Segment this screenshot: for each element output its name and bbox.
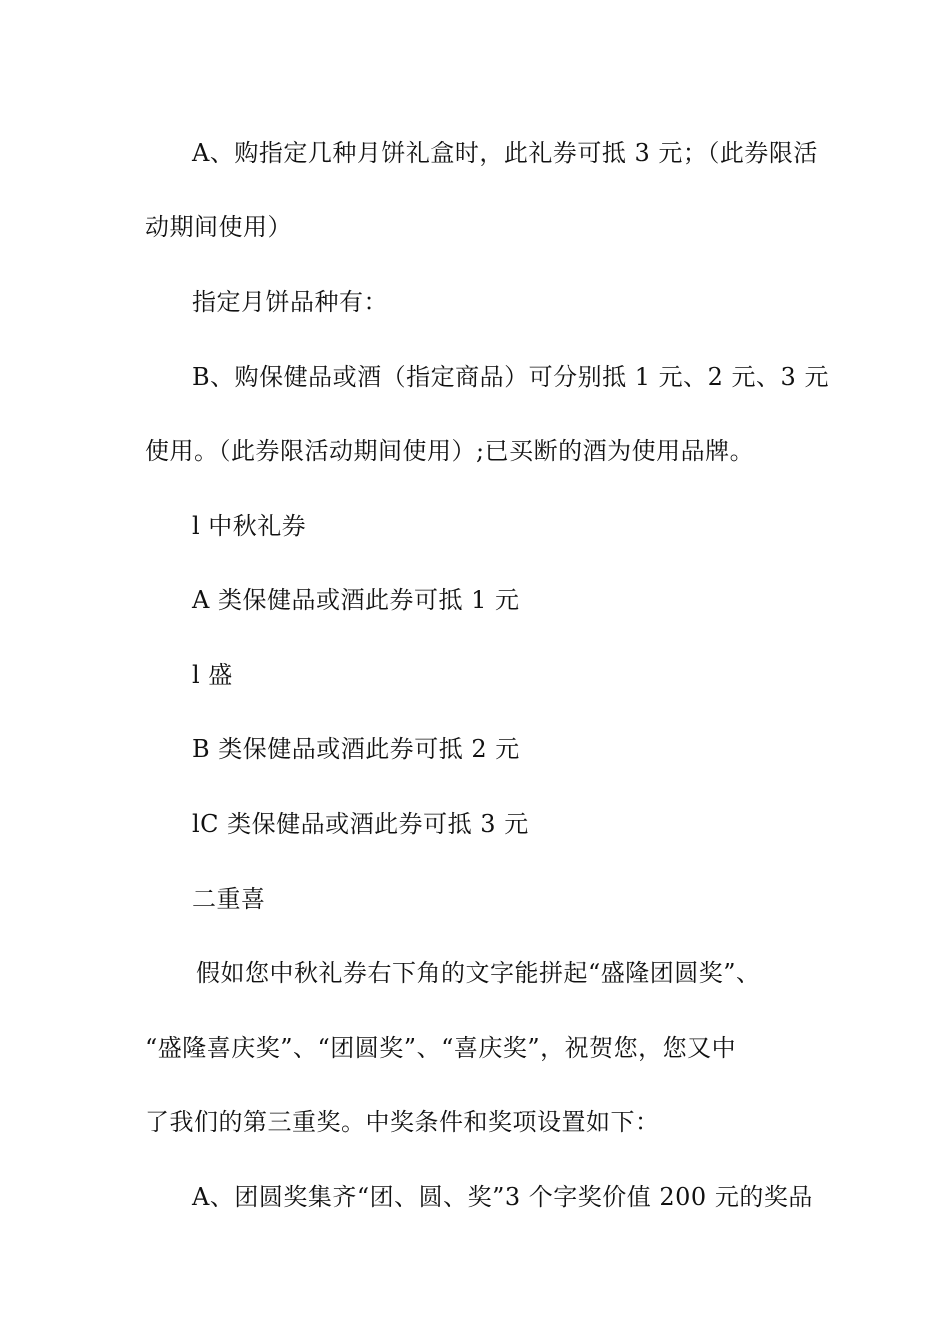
list-item-line: lC 类保健品或酒此券可抵 3 元 [192, 810, 529, 838]
paragraph-line: 使用。（此券限活动期间使用）;已买断的酒为使用品牌。 [145, 437, 755, 465]
paragraph-line: 指定月饼品种有： [192, 288, 388, 316]
paragraph-line: 动期间使用） [145, 213, 292, 241]
list-item-line: l 盛 [192, 661, 233, 689]
paragraph-line: 假如您中秋礼券右下角的文字能拼起“盛隆团圆奖”、 [196, 959, 761, 987]
list-item-line: l 中秋礼券 [192, 512, 307, 540]
paragraph-line: A、团圆奖集齐“团、圆、奖”3 个字奖价值 200 元的奖品 [192, 1183, 813, 1211]
list-item-line: A 类保健品或酒此券可抵 1 元 [192, 586, 520, 614]
paragraph-line: A、购指定几种月饼礼盒时，此礼券可抵 3 元；（此券限活 [192, 139, 818, 167]
paragraph-line: B、购保健品或酒（指定商品）可分别抵 1 元、2 元、3 元 [192, 363, 829, 391]
paragraph-line: “盛隆喜庆奖”、“团圆奖”、“喜庆奖”，祝贺您，您又中 [145, 1034, 737, 1062]
section-heading: 二重喜 [192, 885, 266, 913]
list-item-line: B 类保健品或酒此券可抵 2 元 [192, 735, 520, 763]
paragraph-line: 了我们的第三重奖。中奖条件和奖项设置如下： [145, 1108, 660, 1136]
